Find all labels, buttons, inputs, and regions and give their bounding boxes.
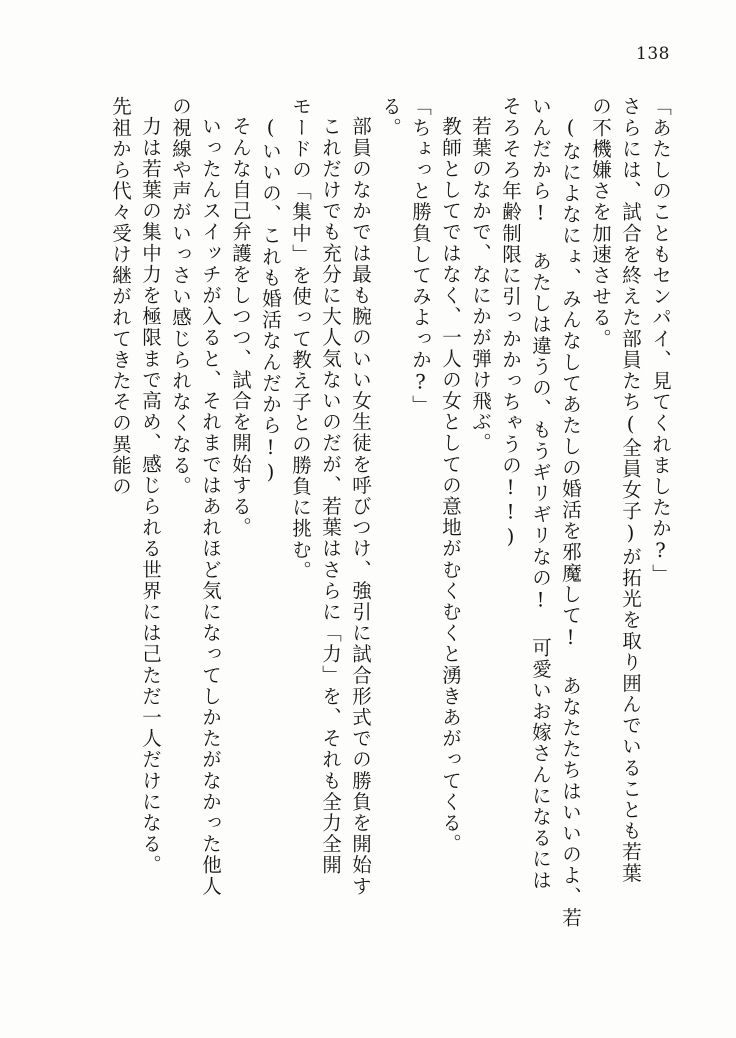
text-line: そろそろ年齢制限に引っかかっちゃうの!!): [499, 96, 522, 550]
text-line: の不機嫌さを加速させる。: [589, 96, 612, 350]
text-line: そんな自己弁護をしつつ、試合を開始する。: [229, 116, 252, 538]
text-line: 若葉のなかで、なにかが弾け飛ぶ。: [469, 116, 492, 454]
text-line: の視線や声がいっさい感じられなくなる。: [169, 96, 192, 497]
text-line: いったんスイッチが入ると、それまではあれほど気になってしかたがなかった他人: [199, 116, 222, 897]
text-line: 「ちょっと勝負してみよっか?」: [409, 96, 432, 416]
page-number: 138: [636, 44, 670, 64]
text-line: モードの「集中」を使って教え子との勝負に挑む。: [289, 96, 312, 582]
text-line: 「あたしのこともセンパイ、見てくれましたか?」: [649, 96, 672, 585]
text-line: る。: [379, 96, 402, 139]
page-body-text: [96, 96, 670, 976]
text-line: 教師としてではなく、一人の女としての意地がむくむくと湧きあがってくる。: [439, 116, 462, 855]
text-line: さらには、試合を終えた部員たち(全員女子)が拓光を取り囲んでいることも若葉: [619, 96, 642, 884]
text-line: (いいの、これも婚活なんだから!): [259, 116, 282, 486]
text-line: 部員のなかでは最も腕のいい女生徒を呼びつけ、強引に試合形式での勝負を開始す: [349, 116, 372, 897]
text-line: 先祖から代々受け継がれてきたその異能の: [109, 96, 132, 497]
text-line: 力は若葉の集中力を極限まで高め、感じられる世界には己ただ一人だけになる。: [139, 116, 162, 876]
text-line: これだけでも充分に大人気ないのだが、若葉はさらに「力」を、それも全力全開: [319, 116, 342, 876]
text-line: (なによなにょ、みんなしてあたしの婚活を邪魔して! あなたたちはいいのよ、若: [559, 116, 582, 929]
text-line: いんだから! あたしは違うの、もうギリギリなの! 可愛いお嫁さんになるには: [529, 96, 552, 891]
